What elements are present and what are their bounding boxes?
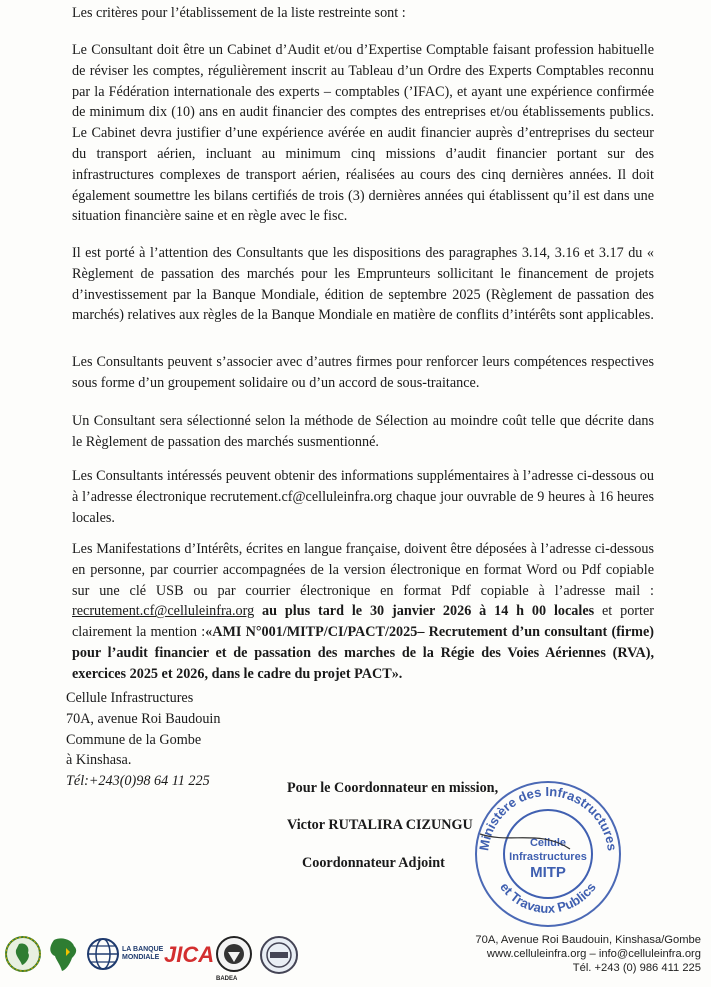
signatory-title: Coordonnateur Adjoint bbox=[302, 855, 445, 871]
p6-text-mid: et porter clairement la mention : bbox=[72, 603, 654, 641]
world-bank-logo bbox=[86, 936, 120, 972]
footer-web-email[interactable]: www.celluleinfra.org – info@celluleinfra.org bbox=[486, 948, 701, 960]
stamp-outer-bottom: et Travaux Publics bbox=[497, 879, 599, 917]
address-line-2: 70A, avenue Roi Baudouin bbox=[66, 710, 221, 727]
paragraph-submission bbox=[72, 539, 654, 685]
opec-fund-logo bbox=[258, 934, 300, 976]
signatory-name: Victor RUTALIRA CIZUNGU bbox=[287, 817, 473, 833]
stamp-outer-top: Ministère des Infrastructures bbox=[476, 783, 620, 852]
stamp-inner-2: Infrastructures bbox=[509, 851, 587, 863]
paragraph-conflicts: Il est porté à l’attention des Consultants que les dispositions des paragraphes 3.14, 3.16 et 3.17 du « Règlement de passation des marchés pour les Emprunteurs sollicitant le financement de projets d’investissement par la Banque Mondiale, édition de septembre 2025 (Règlement de passation des marchés) relatives aux règles de la Banque Mondiale en matière de conflits d’intérêts sont applicables. bbox=[72, 245, 654, 324]
p6-text-before: Les Manifestations d’Intérêts, écrites en langue française, doivent être déposées à l’adresse ci-dessous en personne, par courrier accompagnées de la version électronique en format Word ou Pdf copiable sur une clé USB ou par courrier électronique en format Pdf copiable à l’adresse mail : bbox=[72, 541, 654, 599]
footer-address bbox=[475, 933, 701, 975]
sender-address bbox=[66, 688, 220, 792]
official-stamp bbox=[470, 774, 626, 930]
page-footer bbox=[0, 926, 711, 987]
paragraph-criteria: Le Consultant doit être un Cabinet d’Audit et/ou d’Expertise Comptable faisant profession habituelle de réviser les comptes, régulièrement inscrit au Tableau d’un Ordre des Experts Comptables reconnu par la Fédération internationale des experts – comptables (’IFAC), et ayant une expérience confirmée de minimum dix (10) ans en audit financier des comptes des entreprises et/ou établissements publics. Le Cabinet devra justifier d’une expérience avérée en audit financier auprès d’entreprises du secteur du transport aérien, incluant au minimum cinq missions d’audit financier portant sur des infrastructures complexes de transport aérien, réalisées au cours des cinq dernières années. Il doit également soumettre les bilans certifiés de trois (3) dernières années qui établissent qu’il est dans une situation financière saine et en règle avec le fisc. bbox=[72, 42, 654, 225]
paragraph-selection-method: Un Consultant sera sélectionné selon la méthode de Sélection au moindre coût telle que décrite dans le Règlement de passation des marchés susmentionné. bbox=[72, 413, 654, 450]
p5-text-before: Les Consultants intéressés peuvent obtenir des informations supplémentaires à l’adresse ci-dessous ou à l’adresse électronique bbox=[72, 468, 654, 505]
deadline-text: au plus tard le 30 janvier 2026 à 14 h 00 locales bbox=[254, 603, 595, 620]
paragraph-information bbox=[72, 466, 654, 528]
footer-address-line: 70A, Avenue Roi Baudouin, Kinshasa/Gombe bbox=[475, 934, 701, 946]
email-link[interactable]: recrutement.cf@celluleinfra.org bbox=[210, 488, 393, 505]
footer-phone: Tél. +243 (0) 986 411 225 bbox=[572, 962, 701, 974]
jica-logo: JICA bbox=[164, 942, 215, 967]
address-line-1: Cellule Infrastructures bbox=[66, 690, 194, 706]
partner-logos bbox=[4, 930, 304, 982]
address-phone: Tél:+243(0)98 64 11 225 bbox=[66, 773, 210, 790]
p5-text-after: chaque jour ouvrable de 9 heures à 16 heures locales. bbox=[72, 488, 654, 526]
badea-logo bbox=[214, 934, 254, 978]
stamp-inner-3: MITP bbox=[530, 864, 566, 881]
mention-text: «AMI N°001/MITP/CI/PACT/2025– Recrutement d’un consultant (firme) pour l’audit financier et de passation des marches de la Régie des Voies Aériennes (RVA), exercices 2025 et 2026, dans le cadre du projet PACT». bbox=[72, 624, 654, 682]
world-bank-text: LA BANQUE MONDIALE bbox=[122, 946, 164, 961]
stamp-inner-1: Cellule bbox=[529, 837, 567, 849]
email-link-submission[interactable]: recrutement.cf@celluleinfra.org bbox=[72, 603, 255, 620]
badea-text: BADEA bbox=[216, 976, 238, 982]
address-line-3: Commune de la Gombe bbox=[66, 731, 202, 748]
address-line-4: à Kinshasa. bbox=[66, 752, 132, 769]
criteria-intro: Les critères pour l’établissement de la liste restreinte sont : bbox=[72, 5, 406, 21]
signature-intro: Pour le Coordonnateur en mission, bbox=[287, 780, 499, 796]
african-union-logo bbox=[4, 934, 42, 974]
africa-map-logo bbox=[46, 934, 82, 974]
paragraph-association: Les Consultants peuvent s’associer avec d’autres firmes pour renforcer leurs compétences respectives sous forme d’un groupement solidaire ou d’un accord de sous-traitance. bbox=[72, 354, 654, 391]
